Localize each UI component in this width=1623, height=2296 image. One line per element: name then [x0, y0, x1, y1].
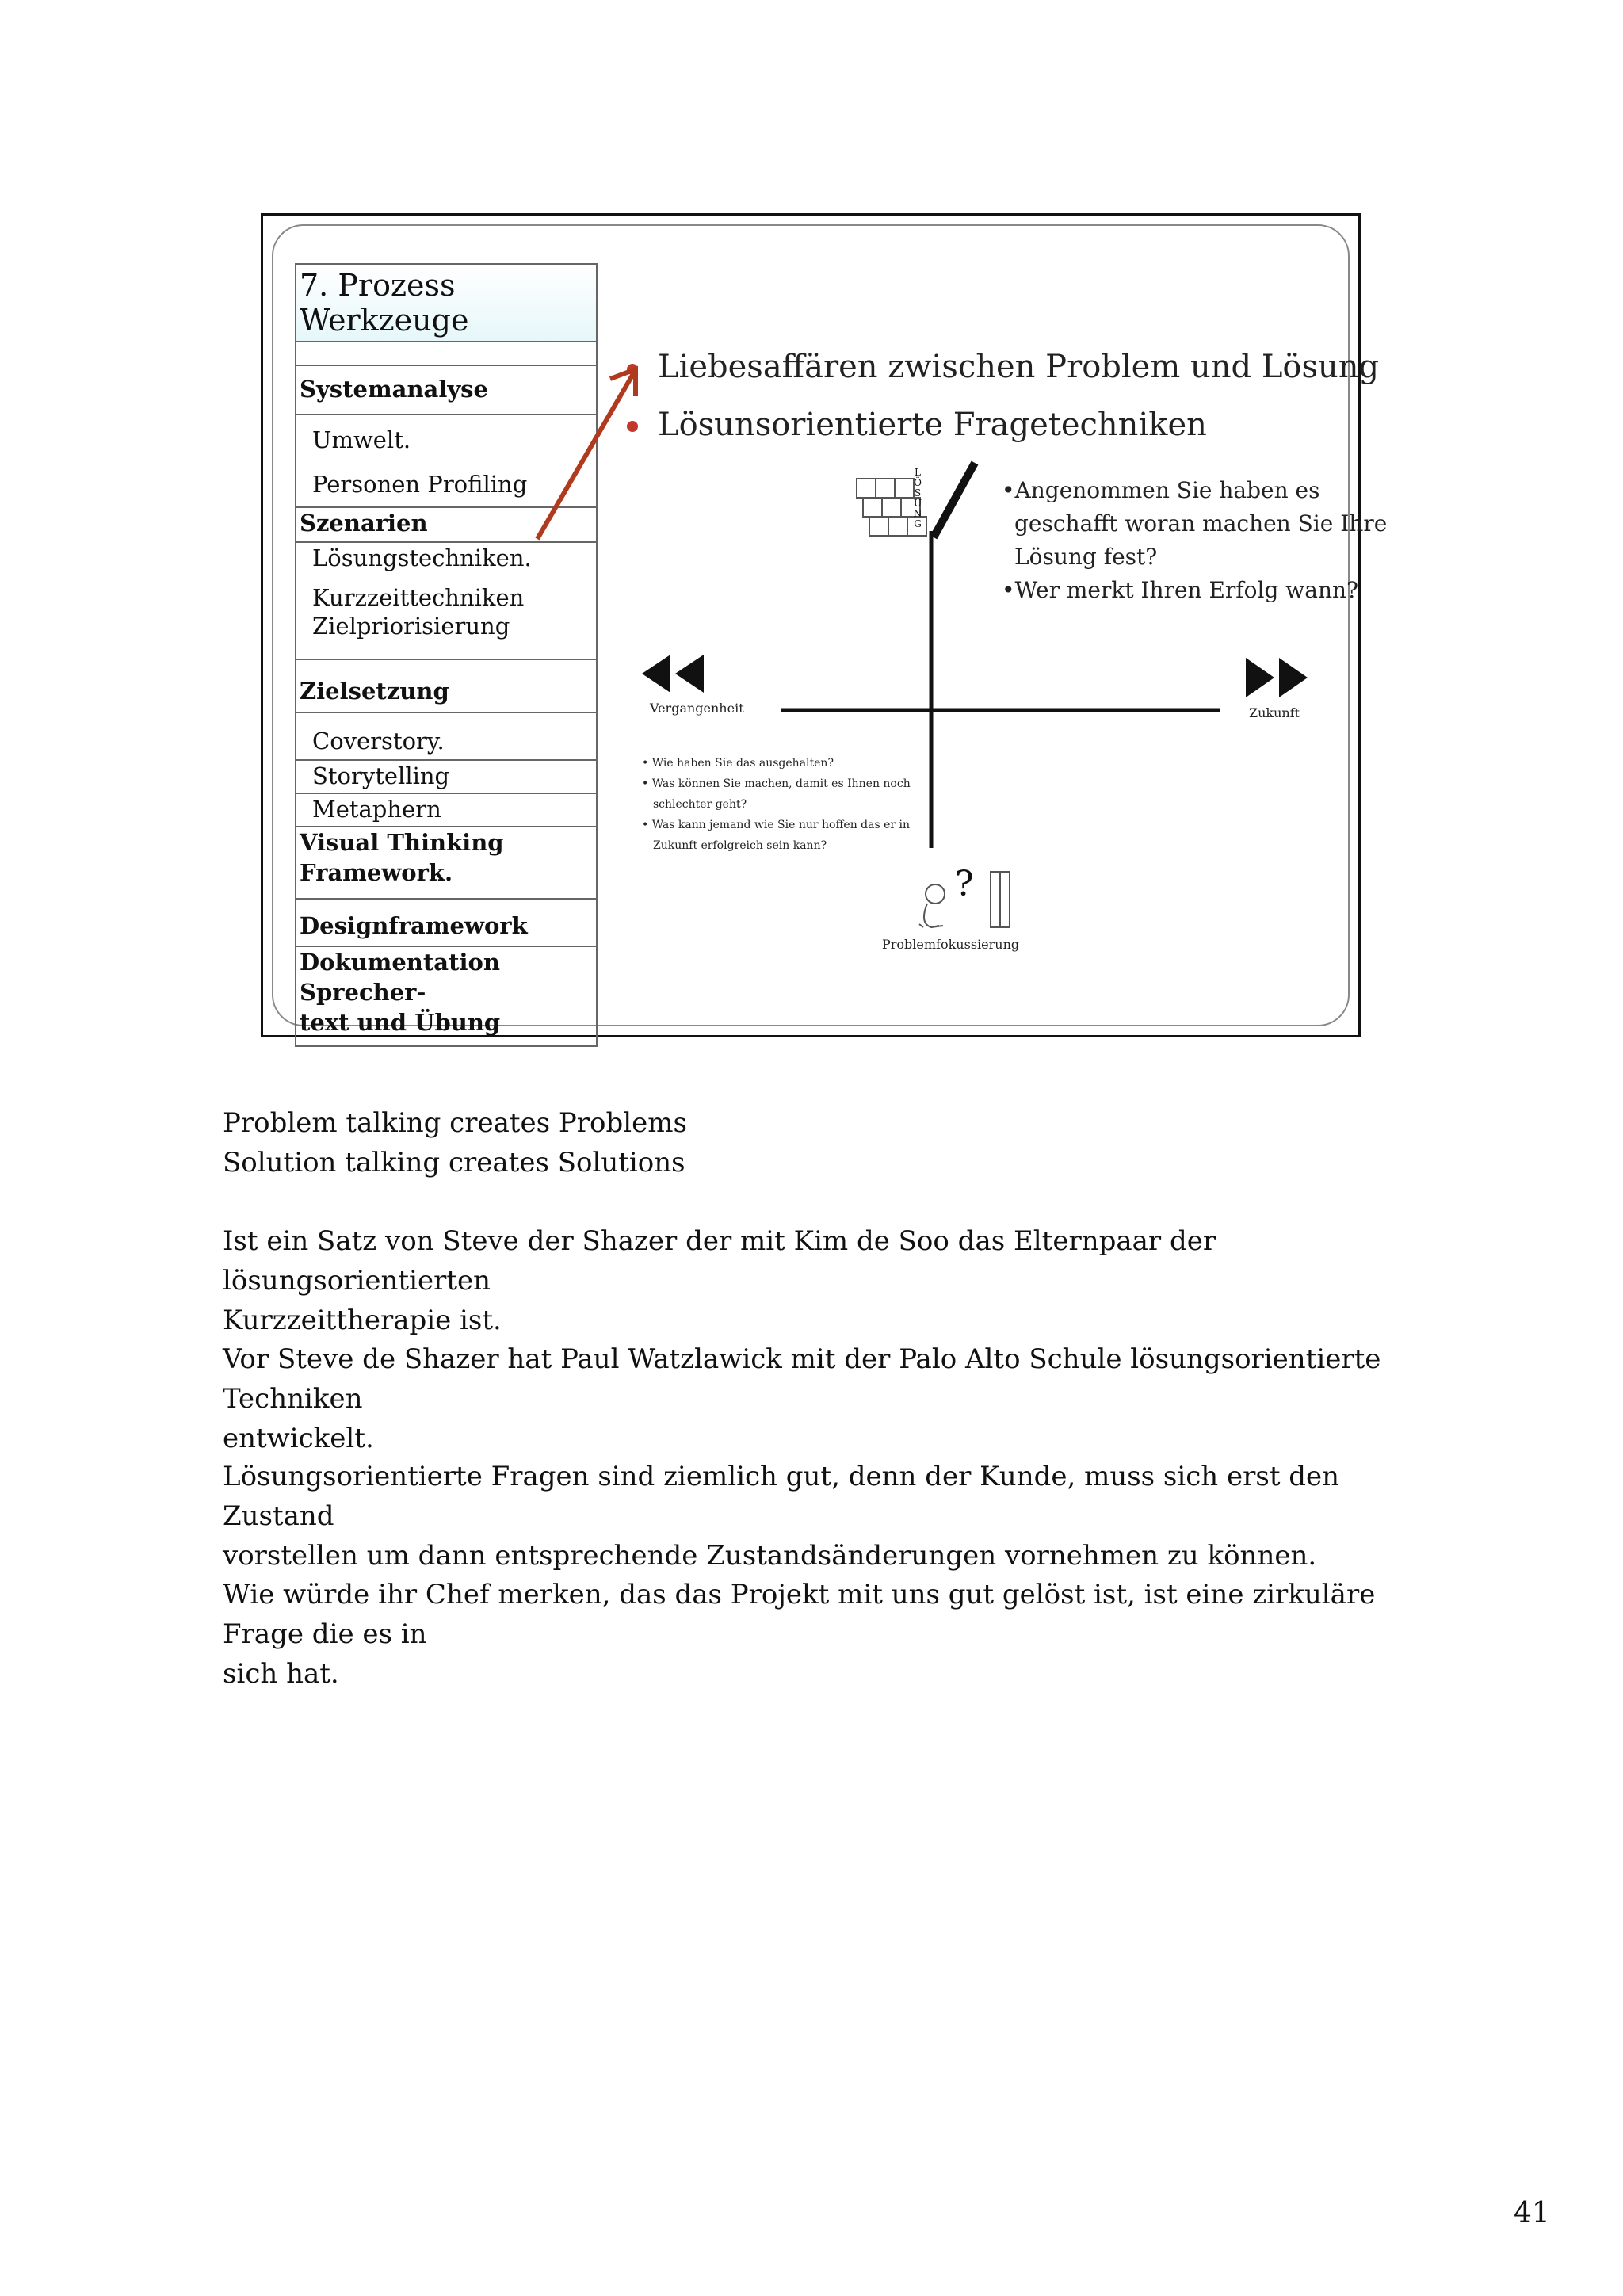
paragraph-line: entwickelt. [223, 1423, 374, 1454]
problem-question-line: • Was können Sie machen, damit es Ihnen noch [642, 777, 911, 790]
problem-question-line: • Was kann jemand wie Sie nur hoffen das er in [642, 819, 911, 831]
sidebar-item-designframework: Designframework [300, 912, 528, 939]
paragraph-line: Vor Steve de Shazer hat Paul Watzlawick mit der Palo Alto Schule lösungsorientierte Techniken [223, 1343, 1381, 1415]
sidebar-item-umwelt: Umwelt. [312, 426, 411, 453]
paragraph-line: vorstellen um dann entsprechende Zustandsänderungen vornehmen zu können. [223, 1540, 1317, 1572]
sidebar-item-zielpriorisierung: Zielpriorisierung [312, 613, 510, 640]
page-number: 41 [1514, 2197, 1550, 2229]
crossword-letter: U [913, 498, 922, 509]
crossword-letter: Ö [914, 477, 922, 488]
sidebar-item-framework: Framework. [300, 859, 453, 886]
sidebar-item-zielsetzung: Zielsetzung [300, 678, 449, 705]
solution-question-line: •Wer merkt Ihren Erfolg wann? [1002, 577, 1359, 603]
problem-question-line: schlechter geht? [653, 798, 747, 811]
slide-title: 7. Prozess Werkzeuge [300, 268, 469, 338]
paragraph-5 [223, 1575, 1411, 1694]
paragraph-line: Wie würde ihr Chef merken, das das Projekt mit uns gut gelöst ist, ist eine zirkuläre Frage die es in [223, 1579, 1376, 1650]
red-arrow-line [537, 372, 634, 539]
crossword-letter: N [913, 508, 922, 519]
bullet-fragetechniken: Lösunsorientierte Fragetechniken [658, 407, 1207, 443]
paragraph-2 [223, 1221, 1411, 1340]
sidebar-item-loesungstechniken: Lösungstechniken. [312, 544, 532, 571]
paragraph-line: Problem talking creates Problems [223, 1107, 687, 1139]
sidebar-item-systemanalyse: Systemanalyse [300, 376, 488, 403]
axis-label-future: Zukunft [1249, 705, 1300, 720]
crossword-letter: G [914, 518, 922, 529]
solution-question-line: •Angenommen Sie haben es [1002, 477, 1320, 503]
solution-question-line: Lösung fest? [1014, 544, 1158, 570]
thinking-figure-icon [919, 864, 1010, 927]
axis-label-past: Vergangenheit [650, 701, 744, 716]
fast-forward-icon [1246, 658, 1308, 697]
bullet-liebesaffaeren: Liebesaffären zwischen Problem und Lösung [658, 349, 1380, 385]
svg-text:?: ? [955, 864, 974, 904]
sidebar-item-kurzzeittechniken: Kurzzeittechniken [312, 584, 525, 611]
problem-question-line: Zukunft erfolgreich sein kann? [653, 839, 827, 852]
paragraph-3 [223, 1339, 1411, 1458]
paragraph-line: Lösungsorientierte Fragen sind ziemlich gut, denn der Kunde, muss sich erst den Zustand [223, 1461, 1340, 1532]
problem-questions [642, 753, 911, 856]
paragraph-line: Solution talking creates Solutions [223, 1147, 685, 1179]
sidebar-item-dokumentation: Dokumentation [300, 949, 500, 976]
sidebar-item-text-und-uebung: text und Übung [300, 1009, 501, 1036]
paragraph-line: Kurzzeittherapie ist. [223, 1305, 502, 1336]
sidebar-item-metaphern: Metaphern [312, 796, 441, 823]
sidebar-item-visual-thinking: Visual Thinking [300, 829, 504, 856]
solution-questions [1002, 474, 1387, 607]
problem-question-line: • Wie haben Sie das ausgehalten? [642, 757, 834, 770]
paragraph-1 [223, 1103, 1411, 1182]
sidebar-item-sprecher: Sprecher- [300, 979, 426, 1006]
sidebar-item-coverstory: Coverstory. [312, 728, 445, 755]
crossword-letter: L [915, 467, 921, 478]
sidebar-item-storytelling: Storytelling [312, 762, 450, 789]
rewind-icon [642, 655, 704, 693]
paragraph-line: Ist ein Satz von Steve der Shazer der mit Kim de Soo das Elternpaar der lösungsorientierten [223, 1225, 1216, 1297]
paragraph-line: sich hat. [223, 1658, 339, 1690]
crossword-letter: S [914, 487, 922, 499]
paragraph-4 [223, 1457, 1411, 1576]
sidebar-item-personen-profiling: Personen Profiling [312, 471, 528, 498]
crossword-letters [912, 468, 923, 529]
solution-question-line: geschafft woran machen Sie Ihre [1014, 510, 1388, 537]
sidebar-item-szenarien: Szenarien [300, 510, 428, 537]
axis-label-problem: Problemfokussierung [882, 937, 1020, 952]
